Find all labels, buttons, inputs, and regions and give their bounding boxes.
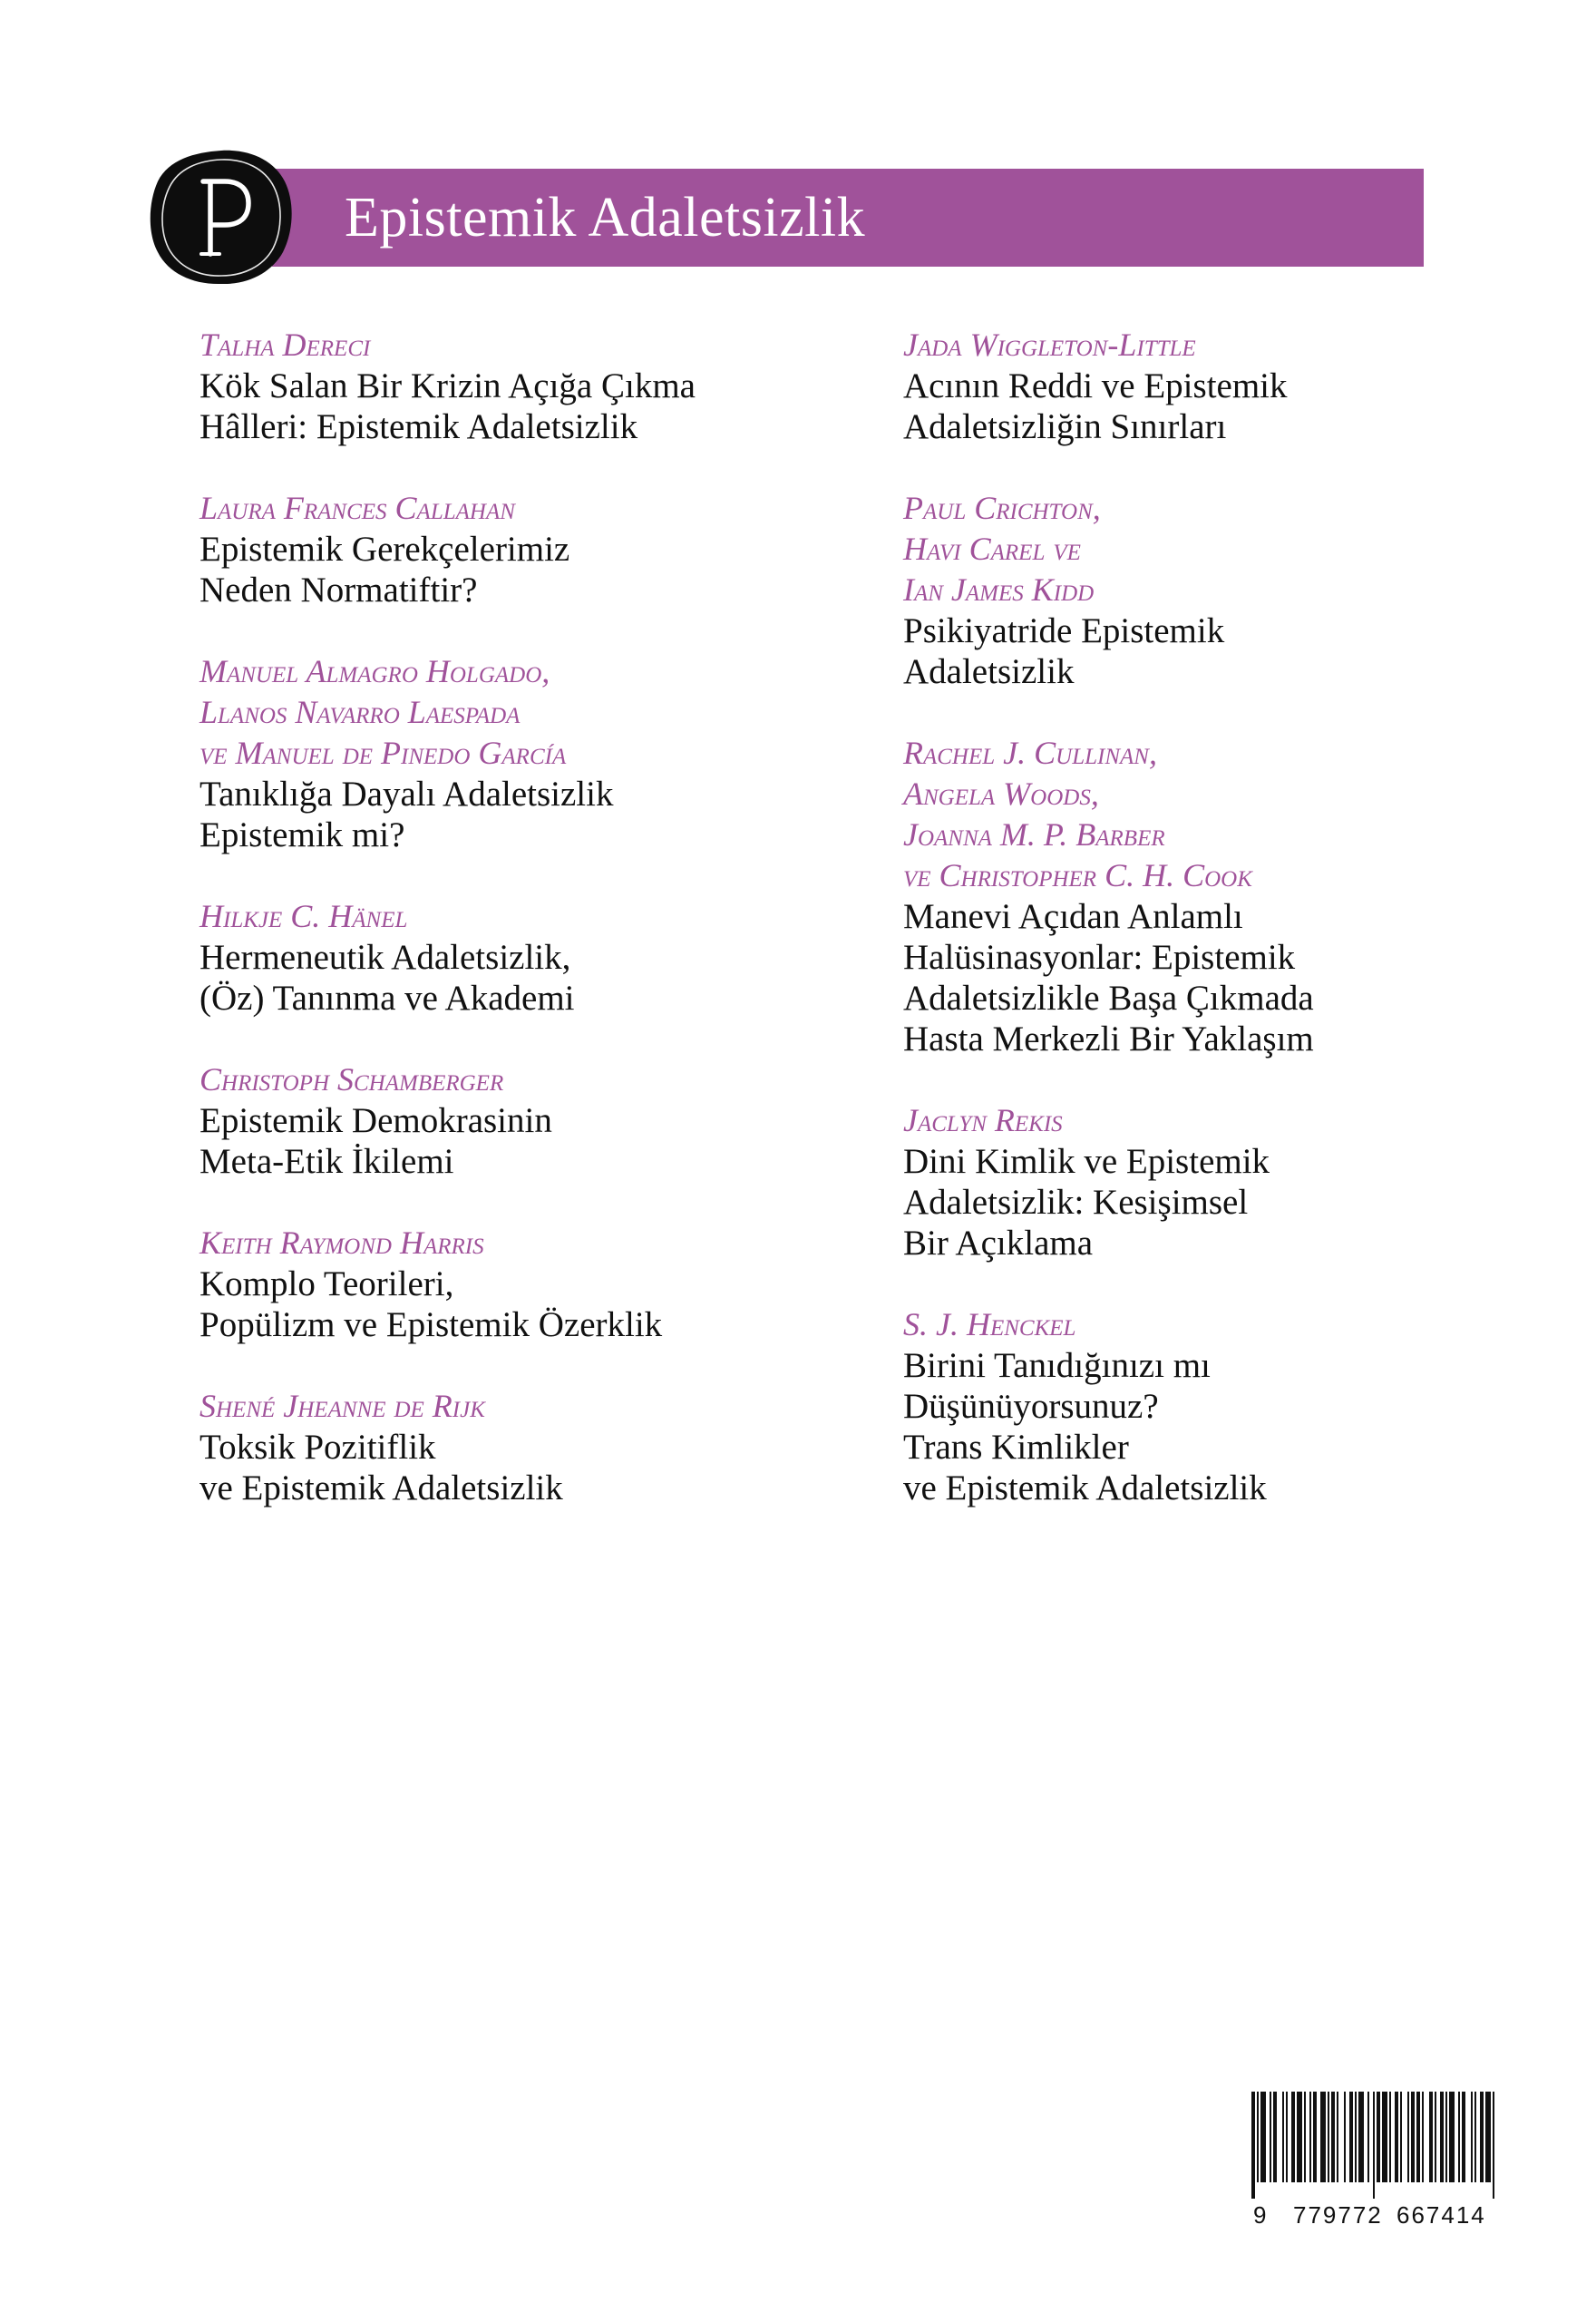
barcode-bar [1458,2092,1460,2182]
entry-author: Manuel Almagro Holgado, Llanos Navarro Laespada ve Manuel de Pinedo García [200,653,567,771]
entry-author: Jada Wiggleton-Little [903,327,1196,363]
barcode-bar [1400,2092,1402,2182]
barcode-bar [1270,2092,1271,2182]
barcode-bar [1297,2092,1302,2182]
barcode-bar [1471,2092,1473,2182]
barcode-bar [1328,2092,1329,2182]
toc-entry [200,896,834,1019]
logo-p-seal [147,147,296,287]
barcode-bar [1411,2092,1415,2182]
toc-entry [903,1100,1538,1263]
entry-title: Komplo Teorileri, Popülizm ve Epistemik Özerklik [200,1264,663,1344]
entry-title: Dini Kimlik ve Epistemik Adaletsizlik: Kesişimsel Bir Açıklama [903,1142,1270,1263]
page-title: Epistemik Adaletsizlik [345,187,866,249]
toc-entry [200,488,834,610]
barcode-bar [1355,2092,1357,2182]
toc-entry [903,733,1538,1059]
barcode-bar [1291,2092,1295,2182]
barcode-number [1248,2199,1511,2231]
toc-entry [200,325,834,447]
entry-author: S. J. Henckel [903,1306,1076,1342]
barcode-bar [1282,2092,1284,2182]
barcode-bar [1474,2092,1476,2182]
barcode-bar [1273,2092,1277,2182]
entry-title: Toksik Pozitiflik ve Epistemik Adaletsizlik [200,1428,563,1507]
toc-entry [903,1304,1538,1508]
barcode-bar [1349,2092,1353,2182]
barcode-bar [1449,2092,1455,2182]
right-column [903,325,1538,1549]
barcode-bar [1251,2092,1255,2199]
entry-title: Epistemik Gerekçelerimiz Neden Normatiftir? [200,530,570,610]
entry-title: Kök Salan Bir Krizin Açığa Çıkma Hâlleri: Epistemik Adaletsizlik [200,366,696,446]
barcode-digits-right: 667414 [1396,2201,1486,2229]
entry-author: Talha Dereci [200,327,371,363]
entry-author: Paul Crichton, Havi Carel ve Ian James Kidd [903,490,1101,608]
barcode-bar [1445,2092,1447,2182]
barcode-bar [1493,2092,1494,2199]
barcode-bar [1337,2092,1338,2182]
entry-author: Christoph Schamberger [200,1061,504,1098]
barcode-bar [1309,2092,1311,2182]
entry-author: Shené Jheanne de Rijk [200,1388,485,1424]
entry-title: Psikiyatride Epistemik Adaletsizlik [903,611,1225,691]
entry-author: Jaclyn Rekis [903,1102,1063,1138]
barcode-bar [1257,2092,1259,2182]
toc-entry [200,1059,834,1182]
barcode-bar [1373,2092,1375,2199]
barcode-bar [1485,2092,1491,2182]
barcode-bar [1382,2092,1387,2182]
barcode-bar [1422,2092,1424,2182]
barcode-bar [1304,2092,1306,2182]
barcode-bar [1286,2092,1288,2182]
entry-title: Epistemik Demokrasinin Meta-Etik İkilemi [200,1101,552,1181]
entry-author: Hilkje C. Hänel [200,898,408,934]
barcode-bar [1358,2092,1364,2182]
barcode-bar [1367,2092,1369,2182]
barcode-bar [1313,2092,1317,2182]
toc-entry [200,651,834,855]
entry-author: Keith Raymond Harris [200,1224,484,1261]
left-column [200,325,834,1549]
barcode-bar [1320,2092,1326,2182]
barcode-bar [1462,2092,1465,2182]
entry-title: Acının Reddi ve Epistemik Adaletsizliğin Sınırları [903,366,1288,446]
barcode-digits-left: 779772 [1293,2201,1383,2229]
barcode-bar [1344,2092,1346,2182]
entry-title: Hermeneutik Adaletsizlik, (Öz) Tanınma ve Akademi [200,938,575,1018]
barcode-bar [1260,2092,1266,2182]
toc-entry [200,1386,834,1508]
barcode-bar [1416,2092,1420,2182]
barcode-bar [1435,2092,1436,2182]
entry-title: Birini Tanıdığınızı mı Düşünüyorsunuz? Trans Kimlikler ve Epistemik Adaletsizlik [903,1346,1267,1507]
entry-title: Tanıklığa Dayalı Adaletsizlik Epistemik mi? [200,775,614,854]
barcode-bar [1389,2092,1391,2182]
toc-entry [903,488,1538,692]
barcode-bar [1429,2092,1433,2182]
toc-entry [200,1223,834,1345]
entry-author: Laura Frances Callahan [200,490,515,526]
barcode-lead-digit: 9 [1253,2201,1267,2229]
barcode-bar [1331,2092,1335,2182]
barcode-bar [1440,2092,1444,2182]
entry-author: Rachel J. Cullinan, Angela Woods, Joanna M. P. Barber ve Christopher C. H. Cook [903,735,1252,893]
barcode-bar [1377,2092,1380,2182]
barcode-bar [1407,2092,1409,2182]
entry-title: Manevi Açıdan Anlamlı Halüsinasyonlar: Epistemik Adaletsizlikle Başa Çıkmada Hasta Merkezli Bir Yaklaşım [903,897,1314,1059]
barcode-bar [1480,2092,1484,2182]
barcode-bar [1395,2092,1398,2182]
toc-entry [903,325,1538,447]
